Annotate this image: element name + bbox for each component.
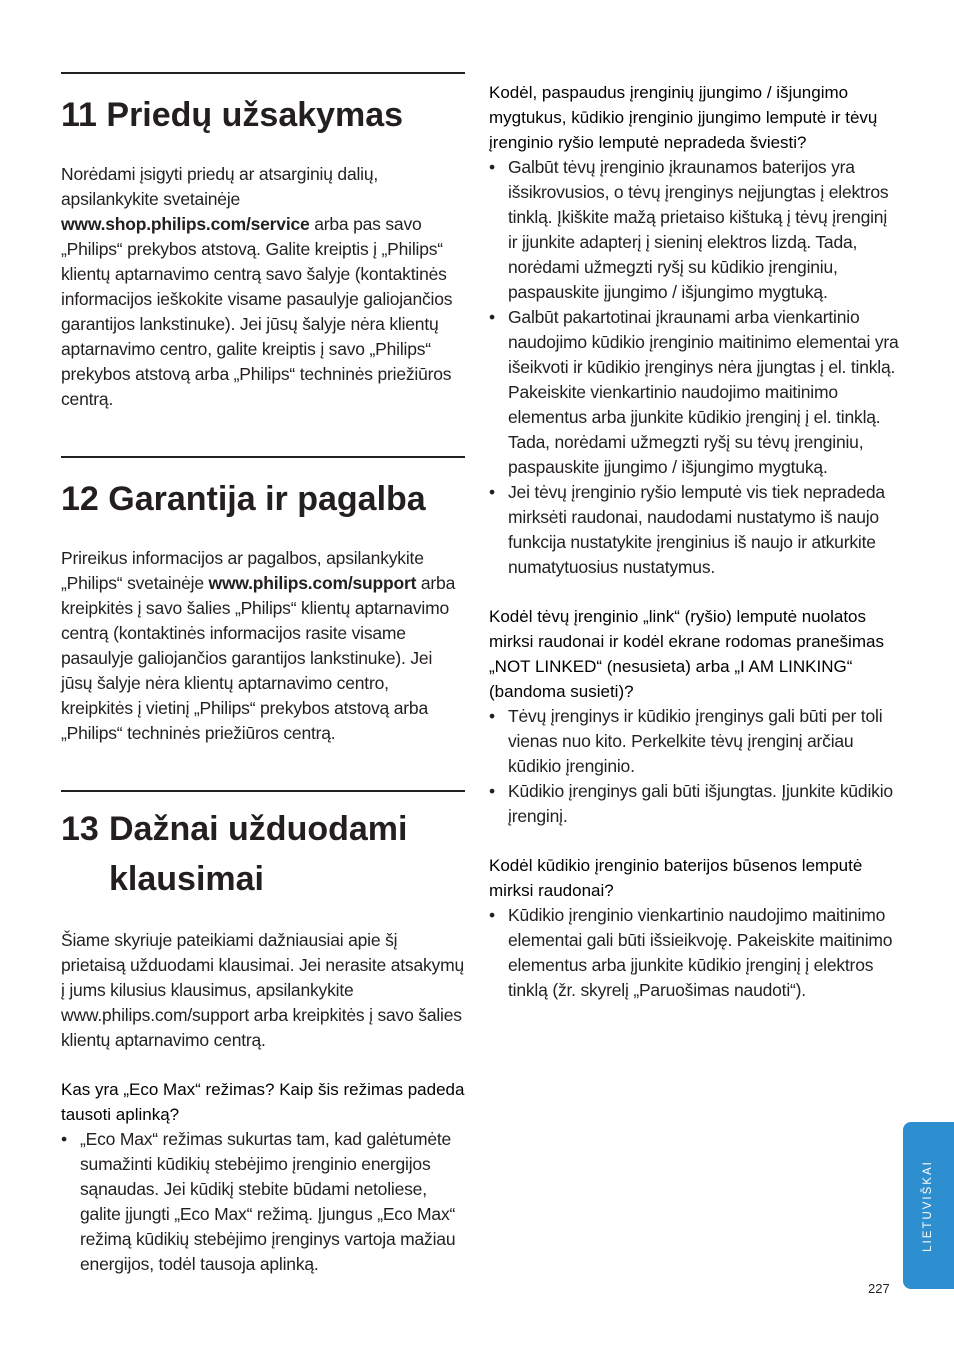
faq-answer: Galbūt pakartotinai įkraunami arba vienkartinio naudojimo kūdikio įrenginio maitinimo elementai yra išeikvoti ir kūdikio įrenginys nėra įjungtas į el. tinklą. Pakeiskite vienkartinio naudojimo maitinimo elementus arba įjunkite kūdikio įrenginį į el. tinklą. Tada, norėdami užmegzti ryšį su tėvų įrenginiu, paspauskite įjungimo / išjungimo mygtuką.	[508, 307, 899, 477]
faq-answer: Kūdikio įrenginys gali būti išjungtas. Įjunkite kūdikio įrenginį.	[508, 781, 893, 826]
faq-question: Kodėl, paspaudus įrenginių įjungimo / išjungimo mygtukus, kūdikio įrenginio įjungimo lemputė ir tėvų įrenginio ryšio lemputė nepradeda šviesti?	[489, 83, 878, 152]
bullet-icon: •	[489, 905, 495, 925]
language-tab-label: LIETUVIŠKAI	[922, 1160, 934, 1252]
list-item	[61, 1127, 465, 1277]
list-item	[489, 903, 899, 1003]
faq-answer-list	[489, 155, 899, 580]
support-link[interactable]: www.philips.com/support	[208, 573, 417, 593]
list-item	[489, 155, 899, 305]
page-number: 227	[868, 1281, 890, 1296]
list-item	[489, 480, 899, 580]
section-13-intro: Šiame skyriuje pateikiami dažniausiai apie šį prietaisą užduodami klausimai. Jei nerasite atsakymų į jums kilusius klausimus, apsilankykite www.philips.com/support arba kreipkitės į savo šalies klientų aptarnavimo centrą.	[61, 930, 464, 1050]
faq-answer-list	[61, 1127, 465, 1277]
section-divider	[61, 456, 465, 458]
section-12-paragraph	[61, 546, 465, 746]
bullet-icon: •	[489, 706, 495, 726]
faq-answer: „Eco Max“ režimas sukurtas tam, kad galėtumėte sumažinti kūdikių stebėjimo įrenginio energijos sąnaudas. Jei kūdikį stebite būdami netoliese, galite įjungti „Eco Max“ režimą. Įjungus „Eco Max“ režimą kūdikių stebėjimo įrenginys vartoja mažiau energijos, todėl tausoja aplinką.	[80, 1129, 456, 1274]
section-12-text: Prireikus informacijos ar pagalbos, apsilankykite „Philips“ svetainėje	[61, 548, 424, 593]
list-item	[489, 305, 899, 480]
bullet-icon: •	[61, 1129, 67, 1149]
faq-answer: Tėvų įrenginys ir kūdikio įrenginys gali būti per toli vienas nuo kito. Perkelkite tėvų įrenginį arčiau kūdikio įrenginio.	[508, 706, 883, 776]
right-column	[489, 80, 899, 1003]
section-11-paragraph	[61, 162, 465, 412]
language-tab	[903, 1122, 954, 1289]
left-column	[61, 72, 465, 1277]
faq-answer: Galbūt tėvų įrenginio įkraunamos baterijos yra išsikrovusios, o tėvų įrenginys neįjungtas į elektros tinklą. Įkiškite mažą prietaiso kištuką į tėvų įrenginį ir įjunkite adapterį į sieninį elektros lizdą. Tada, norėdami užmegzti ryšį su kūdikio įrenginiu, paspauskite įjungimo / išjungimo mygtuką.	[508, 157, 889, 302]
faq-question: Kodėl tėvų įrenginio „link“ (ryšio) lemputė nuolatos mirksi raudonai ir kodėl ekrane rodomas pranešimas „NOT LINKED“ (nesusieta) arba „I AM LINKING“ (bandoma susieti)?	[489, 607, 884, 701]
bullet-icon: •	[489, 781, 495, 801]
section-divider	[61, 790, 465, 792]
list-item	[489, 779, 899, 829]
faq-answer: Jei tėvų įrenginio ryšio lemputė vis tiek nepradeda mirksėti raudonai, naudodami nustatymo iš naujo funkcija nustatykite įrenginius iš naujo ir atkurkite numatytuosius nustatymus.	[508, 482, 885, 577]
section-title-11: 11 Priedų užsakymas	[61, 96, 404, 134]
faq-answer-list	[489, 704, 899, 829]
section-title-line1: Dažnai užduodami	[109, 810, 408, 848]
section-divider	[61, 72, 465, 74]
section-12-text-cont: arba kreipkitės į savo šalies „Philips“ klientų aptarnavimo centrą (kontaktinės informacijos rasite visame pasaulyje galiojančios garantijos lankstinuke). Jei jūsų šalyje nėra klientų aptarnavimo centro, kreipkitės į vietinį „Philips“ prekybos atstovą arba „Philips“ techninės priežiūros centrą.	[61, 573, 456, 743]
faq-answer: Kūdikio įrenginio vienkartinio naudojimo maitinimo elementai gali būti išsieikvoję. Pakeiskite maitinimo elementus arba įjunkite kūdikio įrenginį į elektros tinklą (žr. skyrelį „Paruošimas naudoti“).	[508, 905, 893, 1000]
section-title-12: 12 Garantija ir pagalba	[61, 480, 426, 518]
section-11-text: Norėdami įsigyti priedų ar atsarginių dalių, apsilankykite svetainėje	[61, 164, 379, 209]
section-number: 13	[61, 810, 99, 848]
section-title-13	[61, 804, 465, 904]
bullet-icon: •	[489, 157, 495, 177]
bullet-icon: •	[489, 307, 495, 327]
faq-question: Kas yra „Eco Max“ režimas? Kaip šis režimas padeda tausoti aplinką?	[61, 1080, 465, 1124]
shop-link[interactable]: www.shop.philips.com/service	[61, 214, 310, 234]
bullet-icon: •	[489, 482, 495, 502]
faq-question: Kodėl kūdikio įrenginio baterijos būsenos lemputė mirksi raudonai?	[489, 856, 863, 900]
section-title-line2: klausimai	[109, 860, 264, 898]
list-item	[489, 704, 899, 779]
faq-answer-list	[489, 903, 899, 1003]
section-11-text-cont: arba pas savo „Philips“ prekybos atstovą. Galite kreiptis į „Philips“ klientų aptarnavimo centrą savo šalyje (kontaktinės informacijos ieškokite visame pasaulyje galiojančios garantijos lankstinuke). Jei jūsų šalyje nėra klientų aptarnavimo centro, galite kreiptis į savo „Philips“ prekybos atstovą arba „Philips“ techninės priežiūros centrą.	[61, 214, 453, 409]
